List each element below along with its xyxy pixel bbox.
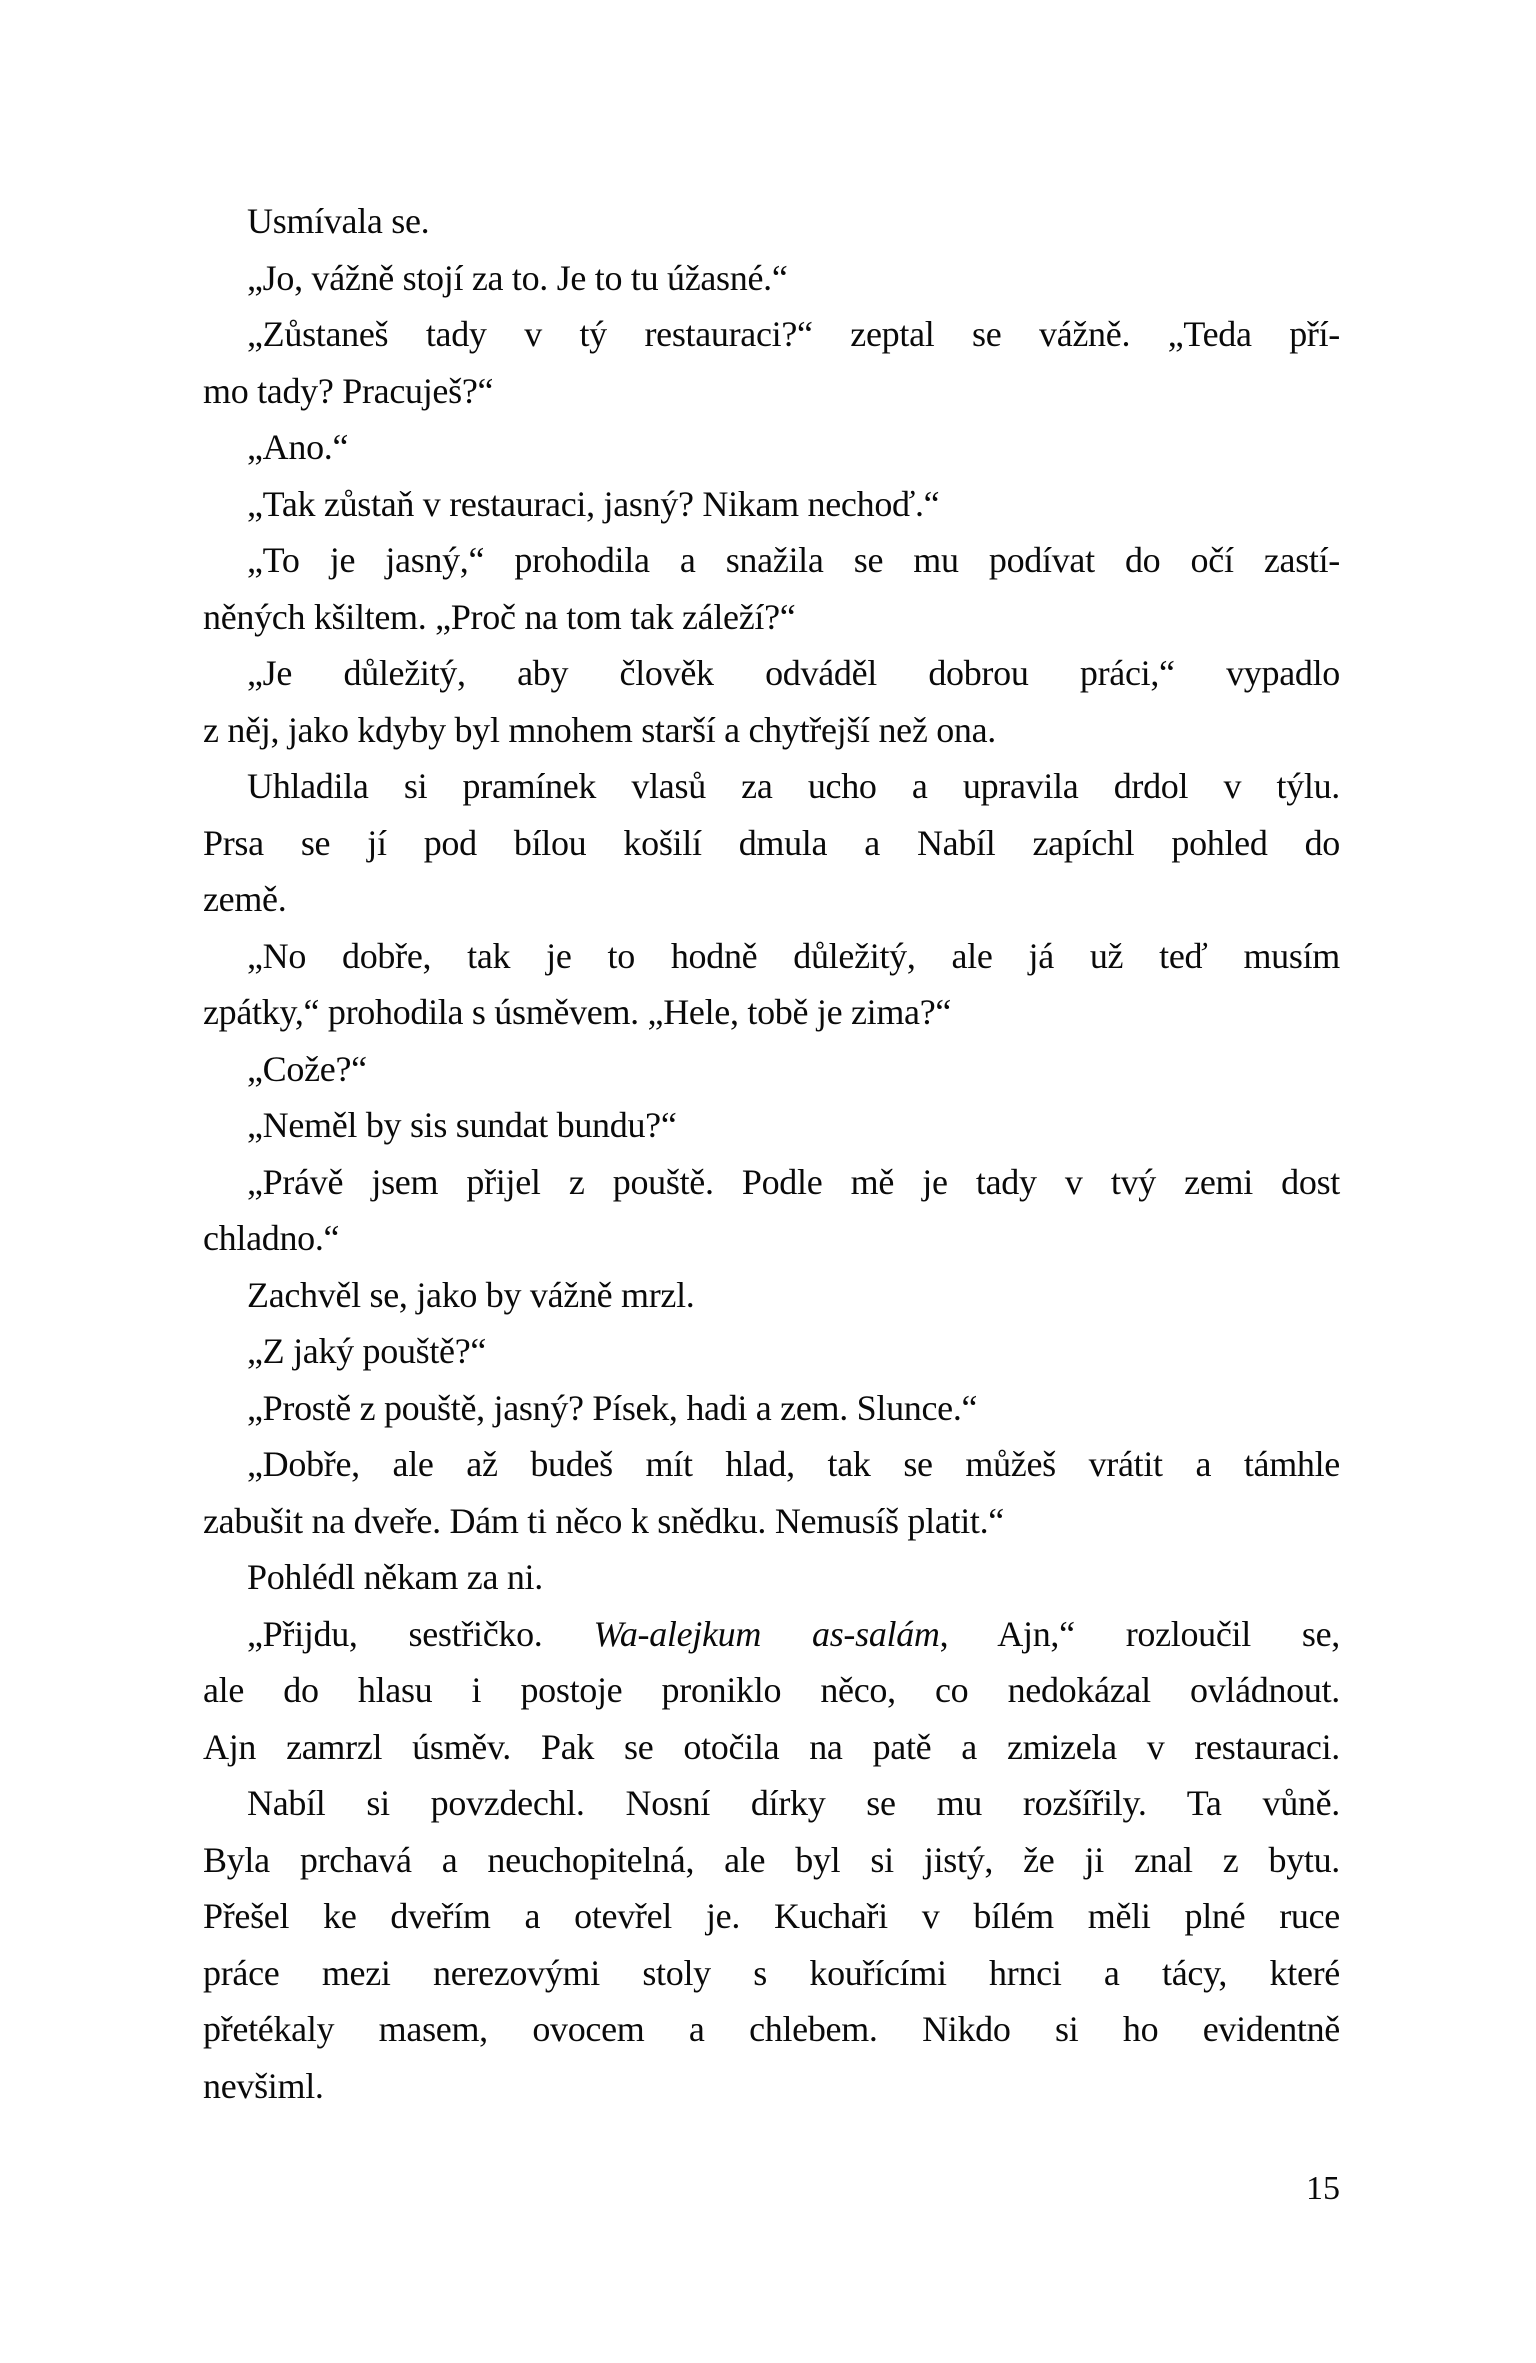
text-segment: „Tak zůstaň v restauraci, jasný? Nikam nechoď.“ <box>247 483 940 524</box>
text-line <box>203 1380 1340 1437</box>
text-line <box>203 476 1340 533</box>
text-line <box>203 532 1340 589</box>
text-segment: práce mezi nerezovými stoly s kouřícími hrnci a tácy, které <box>203 1952 1340 1993</box>
text-segment: „To je jasný,“ prohodila a snažila se mu podívat do očí zastí- <box>247 540 1340 580</box>
italic-phrase: Wa-alejkum as-salám <box>593 1613 940 1654</box>
text-line <box>203 984 1340 1041</box>
text-line <box>203 363 1340 420</box>
text-segment: Nabíl si povzdechl. Nosní dírky se mu rozšířily. Ta vůně. <box>247 1783 1340 1823</box>
text-segment: „Je důležitý, aby člověk odváděl dobrou práci,“ vypadlo <box>247 653 1340 693</box>
text-segment: z něj, jako kdyby byl mnohem starší a chytřejší než ona. <box>203 709 996 750</box>
body-text <box>203 193 1340 2114</box>
text-line <box>203 2001 1340 2058</box>
text-segment: , Ajn,“ rozloučil se, <box>939 1613 1340 1654</box>
text-line <box>203 758 1340 815</box>
text-segment: mo tady? Pracuješ?“ <box>203 370 494 411</box>
text-segment: ale do hlasu i postoje proniklo něco, co nedokázal ovládnout. <box>203 1670 1340 1710</box>
text-segment: Byla prchavá a neuchopitelná, ale byl si jistý, že ji znal z bytu. <box>203 1839 1340 1880</box>
text-segment: „Ano.“ <box>247 427 349 467</box>
text-line <box>203 1719 1340 1776</box>
text-line <box>203 1662 1340 1719</box>
text-line <box>203 1606 1340 1663</box>
text-segment: „Přijdu, sestřičko. <box>247 1613 594 1654</box>
text-segment: „No dobře, tak je to hodně důležitý, ale já už teď musím <box>247 935 1340 976</box>
text-line <box>203 193 1340 250</box>
text-line <box>203 645 1340 702</box>
text-line <box>203 1323 1340 1380</box>
text-line <box>203 871 1340 928</box>
text-segment: země. <box>203 879 287 919</box>
text-line <box>203 1097 1340 1154</box>
text-line <box>203 1436 1340 1493</box>
text-line <box>203 928 1340 985</box>
text-line <box>203 1549 1340 1606</box>
text-line <box>203 1210 1340 1267</box>
text-segment: „Cože?“ <box>247 1048 367 1089</box>
page-number: 15 <box>1306 2170 1340 2207</box>
text-line <box>203 2058 1340 2115</box>
text-line <box>203 419 1340 476</box>
text-line <box>203 1832 1340 1889</box>
text-line <box>203 1775 1340 1832</box>
text-line <box>203 589 1340 646</box>
text-segment: „Z jaký pouště?“ <box>247 1331 487 1371</box>
text-segment: „Právě jsem přijel z pouště. Podle mě je tady v tvý zemi dost <box>247 1161 1340 1202</box>
text-line <box>203 1945 1340 2002</box>
text-segment: Přešel ke dveřím a otevřel je. Kuchaři v bílém měli plné ruce <box>203 1896 1340 1936</box>
text-segment: „Prostě z pouště, jasný? Písek, hadi a zem. Slunce.“ <box>247 1387 978 1428</box>
text-line <box>203 702 1340 759</box>
text-segment: zabušit na dveře. Dám ti něco k snědku. Nemusíš platit.“ <box>203 1500 1004 1541</box>
text-segment: „Dobře, ale až budeš mít hlad, tak se můžeš vrátit a támhle <box>247 1444 1340 1484</box>
text-segment: Uhladila si pramínek vlasů za ucho a upravila drdol v týlu. <box>247 766 1340 806</box>
text-segment: „Jo, vážně stojí za to. Je to tu úžasné.“ <box>247 257 788 298</box>
text-line <box>203 1493 1340 1550</box>
text-line <box>203 1888 1340 1945</box>
text-segment: zpátky,“ prohodila s úsměvem. „Hele, tobě je zima?“ <box>203 992 952 1032</box>
text-segment: Prsa se jí pod bílou košilí dmula a Nabíl zapíchl pohled do <box>203 822 1340 863</box>
text-segment: chladno.“ <box>203 1218 340 1258</box>
text-segment: nevšiml. <box>203 2065 324 2106</box>
text-segment: „Zůstaneš tady v tý restauraci?“ zeptal se vážně. „Teda pří- <box>247 314 1340 354</box>
text-line <box>203 306 1340 363</box>
text-segment: Ajn zamrzl úsměv. Pak se otočila na patě a zmizela v restauraci. <box>203 1726 1340 1767</box>
text-line <box>203 815 1340 872</box>
text-segment: něných kšiltem. „Proč na tom tak záleží?“ <box>203 596 796 637</box>
text-line <box>203 1041 1340 1098</box>
text-line <box>203 1154 1340 1211</box>
text-segment: „Neměl by sis sundat bundu?“ <box>247 1105 677 1145</box>
text-line <box>203 250 1340 307</box>
text-segment: Zachvěl se, jako by vážně mrzl. <box>247 1274 695 1315</box>
text-segment: Pohlédl někam za ni. <box>247 1557 543 1597</box>
text-segment: přetékaly masem, ovocem a chlebem. Nikdo si ho evidentně <box>203 2009 1340 2049</box>
text-line <box>203 1267 1340 1324</box>
text-segment: Usmívala se. <box>247 201 430 241</box>
